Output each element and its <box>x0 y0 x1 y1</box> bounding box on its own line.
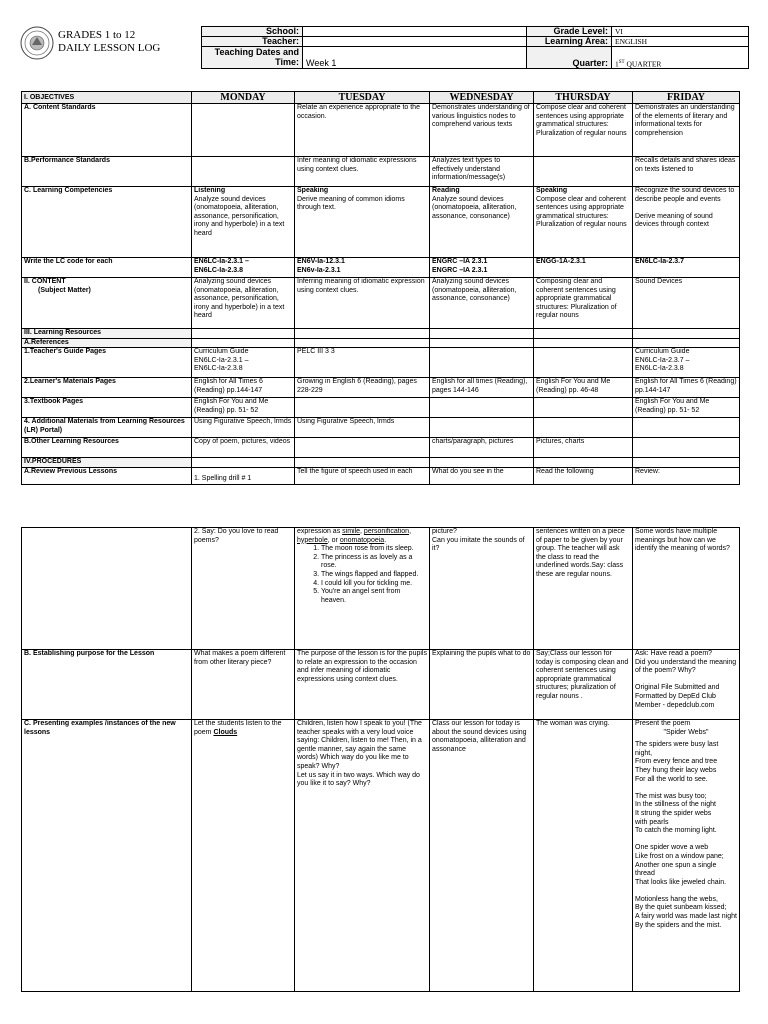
day-monday: MONDAY <box>192 92 295 104</box>
review-continued-label <box>22 528 192 650</box>
log-title-dll: DAILY LESSON LOG <box>58 42 161 54</box>
objectives-heading: I. OBJECTIVES <box>22 92 192 104</box>
lesson-table-page1 <box>21 91 740 485</box>
presenting-examples-label: C. Presenting examples /instances of the new lessons <box>22 720 192 992</box>
other-resources-wed: charts/paragraph, pictures <box>430 438 534 458</box>
content-mon: Analyzing sound devices (onomatopoeia, alliteration, assonance, personification, irony and hyperbole) in a text heard <box>192 278 295 329</box>
content-wed: Analyzing sound devices (onomatopoeia, alliteration, assonance, consonance) <box>430 278 534 329</box>
log-title-grades: GRADES 1 to 12 <box>58 29 136 41</box>
additional-materials-wed <box>430 418 534 438</box>
teachers-guide-mon: Curriculum Guide EN6LC-Ia-2.3.1 – EN6LC-Ia-2.3.8 <box>192 348 295 378</box>
review-cont-thu: sentences written on a piece of paper to be given by your group. The teacher will ask the class to read the underlined words.Say: class these are regular nouns. <box>534 528 633 650</box>
day-friday: FRIDAY <box>633 92 740 104</box>
establishing-purpose-label: B. Establishing purpose for the Lesson <box>22 650 192 720</box>
performance-standards-mon <box>192 157 295 187</box>
review-fri: Review: <box>633 467 740 484</box>
lc-code-fri: EN6LC-Ia-2.3.7 <box>633 258 740 278</box>
teachers-guide-thu <box>534 348 633 378</box>
list-item: 5. You're an angel sent from heaven. <box>321 588 427 605</box>
school-value <box>303 27 527 37</box>
content-label: II. CONTENT (Subject Matter) <box>22 278 192 329</box>
content-standards-mon <box>192 104 295 157</box>
list-item: 2. The princess is as lovely as a rose. <box>321 554 427 571</box>
learners-materials-thu: English For You and Me (Reading) pp. 46-48 <box>534 378 633 398</box>
learners-materials-tue: Growing in English 6 (Reading), pages 228-229 <box>295 378 430 398</box>
other-resources-fri <box>633 438 740 458</box>
performance-standards-label: B.Performance Standards <box>22 157 192 187</box>
content-tue: Inferring meaning of idiomatic expression using context clues. <box>295 278 430 329</box>
additional-materials-tue: Using Figurative Speech, lrmds <box>295 418 430 438</box>
day-tuesday: TUESDAY <box>295 92 430 104</box>
learners-materials-wed: English for all times (Reading), pages 144-146 <box>430 378 534 398</box>
competencies-tue: Speaking Derive meaning of common idioms through text. <box>295 187 430 258</box>
content-standards-thu: Compose clear and coherent sentences using appropriate grammatical structures: Pluralization of regular nouns <box>534 104 633 157</box>
review-tue: Tell the figure of speech used in each <box>295 467 430 484</box>
additional-materials-mon: Using Figurative Speech, lrmds <box>192 418 295 438</box>
textbook-pages-wed <box>430 398 534 418</box>
poem-title-spider-webs: "Spider Webs" <box>663 728 709 736</box>
other-resources-mon: Copy of poem, pictures, videos <box>192 438 295 458</box>
term-personification: personification <box>363 528 410 535</box>
content-fri: Sound Devices <box>633 278 740 329</box>
teacher-value <box>303 37 527 47</box>
content-standards-tue: Relate an experience appropriate to the occasion. <box>295 104 430 157</box>
lc-code-wed: ENGRC –IA 2.3.1 ENGRC –IA 2.3.1 <box>430 258 534 278</box>
competency-head-listening: Listening <box>194 187 226 194</box>
content-standards-wed: Demonstrates understanding of various linguistics nodes to comprehend various texts <box>430 104 534 157</box>
school-label: School: <box>202 27 303 37</box>
header-table <box>201 26 749 69</box>
teaching-dates-label: Teaching Dates and Time: <box>202 47 303 69</box>
purpose-thu: Say;Class our lesson for today is composing clean and coherent sentences using appropriate grammatical structures; pluralization of regular nouns . <box>534 650 633 720</box>
review-mon: 1. Spelling drill # 1 <box>192 467 295 484</box>
purpose-wed: Explaining the pupils what to do <box>430 650 534 720</box>
purpose-mon: What makes a poem different from other literary piece? <box>192 650 295 720</box>
teacher-label: Teacher: <box>202 37 303 47</box>
quarter-value: 1ST QUARTER <box>612 47 749 69</box>
performance-standards-thu <box>534 157 633 187</box>
poem-title-clouds: Clouds <box>213 728 238 736</box>
grade-level-value: VI <box>612 27 749 37</box>
review-thu: Read the following <box>534 467 633 484</box>
list-item: 4. I could kill you for tickling me. <box>321 580 427 589</box>
competencies-thu: Speaking Compose clear and coherent sentences using appropriate grammatical structures: Pluralization of regular nouns <box>534 187 633 258</box>
competencies-fri: Recognize the sound devices to describe people and events Derive meaning of sound devices through context <box>633 187 740 258</box>
presenting-tue: Children, listen how I speak to you! (The teacher speaks with a very loud voice saying: Children, listen to me! Then, in a gentle manner, say again the same words) Which way do you like me to speak? Why? Let us say it in two ways. Which way do you like it to say? Why? <box>295 720 430 992</box>
lc-code-thu: ENGG-1A-2.3.1 <box>534 258 633 278</box>
content-thu: Composing clear and coherent sentences using appropriate grammatical structures: Pluralization of regular nouns <box>534 278 633 329</box>
additional-materials-thu <box>534 418 633 438</box>
figure-of-speech-list <box>297 545 427 605</box>
teachers-guide-tue: PELC III 3 3 <box>295 348 430 378</box>
content-standards-fri: Demonstrates an understanding of the elements of literary and informational texts for comprehension <box>633 104 740 157</box>
list-item: 3. The wings flapped and flapped. <box>321 571 427 580</box>
grade-level-label: Grade Level: <box>527 27 612 37</box>
purpose-tue: The purpose of the lesson is for the pupils to relate an expression to the occasion and infer meaning of idiomatic expressions using context clues. <box>295 650 430 720</box>
other-resources-tue <box>295 438 430 458</box>
review-cont-mon: 2. Say: Do you love to read poems? <box>192 528 295 650</box>
competency-head-speaking-thu: Speaking <box>536 187 568 194</box>
learners-materials-label: 2.Learner's Materials Pages <box>22 378 192 398</box>
performance-standards-tue: Infer meaning of idiomatic expressions using context clues. <box>295 157 430 187</box>
performance-standards-wed: Analyzes text types to effectively understand information/message(s) <box>430 157 534 187</box>
review-cont-fri: Some words have multiple meanings but how can we identify the meaning of words? <box>633 528 740 650</box>
presenting-mon: Let the students listen to the poem Clouds <box>192 720 295 992</box>
lesson-table-page2 <box>21 527 740 992</box>
textbook-pages-thu <box>534 398 633 418</box>
competencies-mon: Listening Analyze sound devices (onomatopoeia, alliteration, assonance, personification, irony and hyperbole) in a text heard <box>192 187 295 258</box>
review-lessons-label: A.Review Previous Lessons <box>22 467 192 484</box>
teachers-guide-wed <box>430 348 534 378</box>
review-wed: What do you see in the <box>430 467 534 484</box>
competency-head-speaking: Speaking <box>297 187 329 194</box>
quarter-label: Quarter: <box>527 47 612 69</box>
additional-materials-fri <box>633 418 740 438</box>
teachers-guide-fri: Curriculum Guide EN6LC-Ia-2.3.7 – EN6LC-Ia-2.3.8 <box>633 348 740 378</box>
poem-spider-webs: The spiders were busy last night, From every fence and tree They hung their lacy webs For all the world to see. The mist was busy too; In the stillness of the night It strung the spider webs with pearls To catch the morning light. One spider wove a web Like frost on a window pane; Another one spun a single thread That looks like jeweled chain. Motionless hang the webs, By the quiet sunbeam kissed; A fairy world was made last night By the spiders and the mist. <box>635 741 737 929</box>
textbook-pages-tue <box>295 398 430 418</box>
term-simile: simile <box>342 528 361 535</box>
references-label: A.References <box>22 338 192 348</box>
learning-area-value: ENGLISH <box>612 37 749 47</box>
review-cont-tue: expression as simile, personification, hyperbole, or onomatopoeia. 1. The moon rose from its sleep. 2. The princess is as lovely as a rose. 3. The wings flapped and flapped. 4. I could kill you for tickling me. 5. You're an angel sent from heaven. <box>295 528 430 650</box>
day-thursday: THURSDAY <box>534 92 633 104</box>
other-resources-thu: Pictures, charts <box>534 438 633 458</box>
lc-code-tue: EN6V-Ia-12.3.1 EN6v-Ia-2.3.1 <box>295 258 430 278</box>
content-standards-label: A. Content Standards <box>22 104 192 157</box>
presenting-thu: The woman was crying. <box>534 720 633 992</box>
term-hyperbole: hyperbole <box>297 536 328 544</box>
competencies-wed: Reading Analyze sound devices (onomatopoeia, alliteration, assonance, consonance) <box>430 187 534 258</box>
purpose-fri: Ask: Have read a poem? Did you understand the meaning of the poem? Why? Original File Submitted and Formatted by DepEd Club Member - depedclub.com <box>633 650 740 720</box>
teachers-guide-label: 1.Teacher's Guide Pages <box>22 348 192 378</box>
additional-materials-label: 4. Additional Materials from Learning Resources (LR) Portal) <box>22 418 192 438</box>
procedures-label: IV.PROCEDURES <box>22 458 192 468</box>
teaching-dates-value: Week 1 <box>303 47 527 69</box>
learning-resources-label: III. Learning Resources <box>22 329 192 339</box>
presenting-wed: Class our lesson for today is about the sound devices using onomatopoeia, alliteration and assonance <box>430 720 534 992</box>
textbook-pages-label: 3.Textbook Pages <box>22 398 192 418</box>
other-resources-label: B.Other Learning Resources <box>22 438 192 458</box>
competencies-label: C. Learning Competencies <box>22 187 192 258</box>
deped-seal-logo <box>20 26 54 60</box>
textbook-pages-fri: English For You and Me (Reading) pp. 51- 52 <box>633 398 740 418</box>
lc-code-mon: EN6LC-Ia-2.3.1 – EN6LC-Ia-2.3.8 <box>192 258 295 278</box>
performance-standards-fri: Recalls details and shares ideas on texts listened to <box>633 157 740 187</box>
presenting-fri: Present the poem "Spider Webs" The spiders were busy last night, From every fence and tree They hung their lacy webs For all the world to see. The mist was busy too; In the stillness of the night It strung the spider webs with pearls To catch the morning light. One spider wove a web Like frost on a window pane; Another one spun a single thread That looks like jeweled chain. Motionless hang the webs, By the quiet sunbeam kissed; A fairy world was made last night By the spiders and the mist. <box>633 720 740 992</box>
competency-head-reading: Reading <box>432 187 460 194</box>
day-wednesday: WEDNESDAY <box>430 92 534 104</box>
learners-materials-mon: English for All Times 6 (Reading) pp.144-147 <box>192 378 295 398</box>
lc-code-label: Write the LC code for each <box>22 258 192 278</box>
learners-materials-fri: English for All Times 6 (Reading) pp.144-147 <box>633 378 740 398</box>
textbook-pages-mon: English For You and Me (Reading) pp. 51- 52 <box>192 398 295 418</box>
learning-area-label: Learning Area: <box>527 37 612 47</box>
term-onomatopoeia: onomatopoeia <box>339 536 385 544</box>
list-item: 1. The moon rose from its sleep. <box>321 545 427 554</box>
review-cont-wed: picture? Can you imitate the sounds of it? <box>430 528 534 650</box>
